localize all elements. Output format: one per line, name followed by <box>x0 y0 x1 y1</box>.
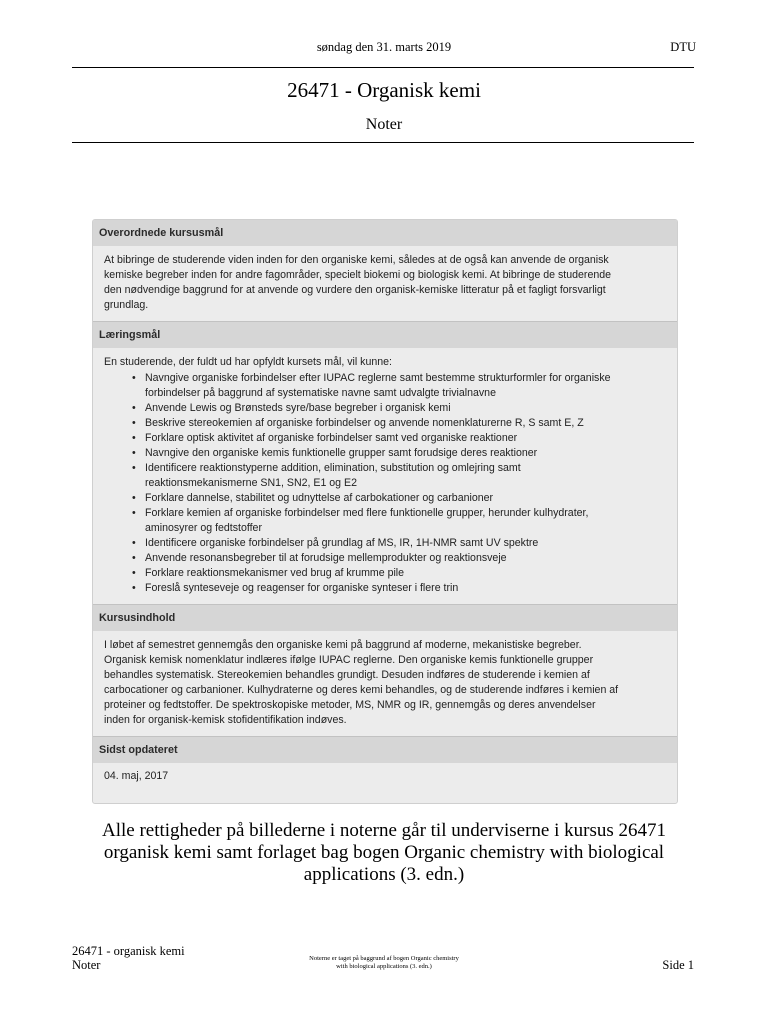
learning-goal-text: reaktionsmekanismerne SN1, SN2, E1 og E2 <box>145 477 357 489</box>
learning-goal-item <box>132 536 669 551</box>
learning-intro: En studerende, der fuldt ud har opfyldt kursets mål, vil kunne: <box>104 356 392 368</box>
footer-course-line: 26471 - organisk kemi <box>72 944 185 958</box>
learning-goal-text: • Forklare dannelse, stabilitet og udnyttelse af carbokationer og carbanioner <box>145 492 494 504</box>
learning-goal-item <box>132 431 669 446</box>
document-subtitle: Noter <box>365 116 403 133</box>
learning-goals-list <box>104 371 669 596</box>
content-heading: Kursusindhold <box>93 604 677 631</box>
learning-goal-item <box>132 401 669 416</box>
notice-line: Alle rettigheder på billederne i noterne går til underviserne i kursus 26471 <box>101 820 667 841</box>
learning-goal-text: • Navngive organiske forbindelser efter IUPAC reglerne samt bestemme strukturformler for organiske <box>145 372 611 384</box>
goals-line: grundlag. <box>104 299 149 311</box>
updated-heading: Sidst opdateret <box>93 736 677 763</box>
learning-goal-item <box>132 461 669 491</box>
course-description-screenshot <box>92 219 678 804</box>
content-line: I løbet af semestret gennemgås den organiske kemi på baggrund af moderne, mekanistiske begreber. <box>104 639 582 651</box>
goals-heading: Overordnede kursusmål <box>93 220 677 246</box>
content-body <box>93 631 677 736</box>
learning-goal-item <box>132 371 669 401</box>
learning-goal-item <box>132 551 669 566</box>
content-line: carbocationer og carbanioner. Kulhydraterne og deres kemi behandles, og de studerende indføres i kemien af <box>104 684 619 696</box>
header-date: søndag den 31. marts 2019 <box>316 40 452 54</box>
footer-notes-line: Noter <box>72 958 101 972</box>
footer-source-note <box>0 955 768 971</box>
learning-goal-text: • Beskrive stereokemien af organiske forbindelser og anvende nomenklaturerne R, S samt E, Z <box>145 417 584 429</box>
notice-line: organisk kemi samt forlaget bag bogen Organic chemistry with biological <box>103 842 665 863</box>
learning-goal-text: aminosyrer og fedtstoffer <box>145 522 262 534</box>
learning-goal-item <box>132 416 669 431</box>
learning-goal-item <box>132 506 669 536</box>
learning-goal-item <box>132 566 669 581</box>
learning-goal-text: • Anvende resonansbegreber til at forudsige mellemprodukter og reaktionsveje <box>145 552 507 564</box>
learning-goal-text: • Anvende Lewis og Brønsteds syre/base begreber i organisk kemi <box>145 402 451 414</box>
notice-line: applications (3. edn.) <box>303 864 465 885</box>
learning-goal-text: • Identificere reaktionstyperne addition, elimination, substitution og omlejring samt <box>145 462 521 474</box>
header-rule-bottom <box>72 142 694 143</box>
learning-goal-item <box>132 581 669 596</box>
learning-goal-item <box>132 491 669 506</box>
goals-line: den nødvendige baggrund for at anvende og vurdere den organisk-kemiske litteratur på et fagligt forsvarligt <box>104 284 606 296</box>
learning-goal-item <box>132 446 669 461</box>
footer-source-line: Noterne er taget på baggrund af bogen Organic chemistry <box>309 955 459 962</box>
content-line: proteiner og fedtstoffer. De spektroskopiske metoder, MS, NMR og IR, gennemgås og deres anvendelser <box>104 699 596 711</box>
learning-goal-text: • Foreslå synteseveje og reagenser for organiske synteser i flere trin <box>145 582 459 594</box>
goals-line: kemiske begreber inden for andre fagområder, specielt biokemi og biologisk kemi. At bibringe de studerende <box>104 269 612 281</box>
content-line: Organisk kemisk nomenklatur indlæres ifølge IUPAC reglerne. Den organiske kemis funktionelle grupper <box>104 654 594 666</box>
content-line: behandles systematisk. Stereokemien behandles grundigt. Desuden indføres de studerende i kemien af <box>104 669 590 681</box>
page-number: Side 1 <box>662 958 694 972</box>
learning-goal-text: • Forklare optisk aktivitet af organiske forbindelser samt ved organiske reaktioner <box>145 432 518 444</box>
learning-goal-text: • Forklare kemien af organiske forbindelser med flere funktionelle grupper, herunder kulhydrater, <box>145 507 589 519</box>
header-organization: DTU <box>670 40 696 54</box>
learning-goal-text: • Identificere organiske forbindelser på grundlag af MS, IR, 1H-NMR samt UV spektre <box>145 537 539 549</box>
learning-heading: Læringsmål <box>93 321 677 348</box>
copyright-notice <box>60 820 708 886</box>
learning-body <box>93 348 677 604</box>
header-rule-top <box>72 67 694 68</box>
goals-line: At bibringe de studerende viden inden for den organiske kemi, således at de også kan anvende de organisk <box>104 254 609 266</box>
updated-value: 04. maj, 2017 <box>104 770 169 782</box>
learning-goal-text: forbindelser på baggrund af systematiske navne samt udvalgte trivialnavne <box>145 387 496 399</box>
document-title: 26471 - Organisk kemi <box>287 78 481 102</box>
footer-source-line: with biological applications (3. edn.) <box>336 963 432 970</box>
content-line: inden for organisk-kemisk stofidentifikation indøves. <box>104 714 347 726</box>
learning-goal-text: • Forklare reaktionsmekanismer ved brug af krumme pile <box>145 567 405 579</box>
goals-body <box>93 246 677 321</box>
learning-goal-text: • Navngive den organiske kemis funktionelle grupper samt forudsige deres reaktioner <box>145 447 538 459</box>
